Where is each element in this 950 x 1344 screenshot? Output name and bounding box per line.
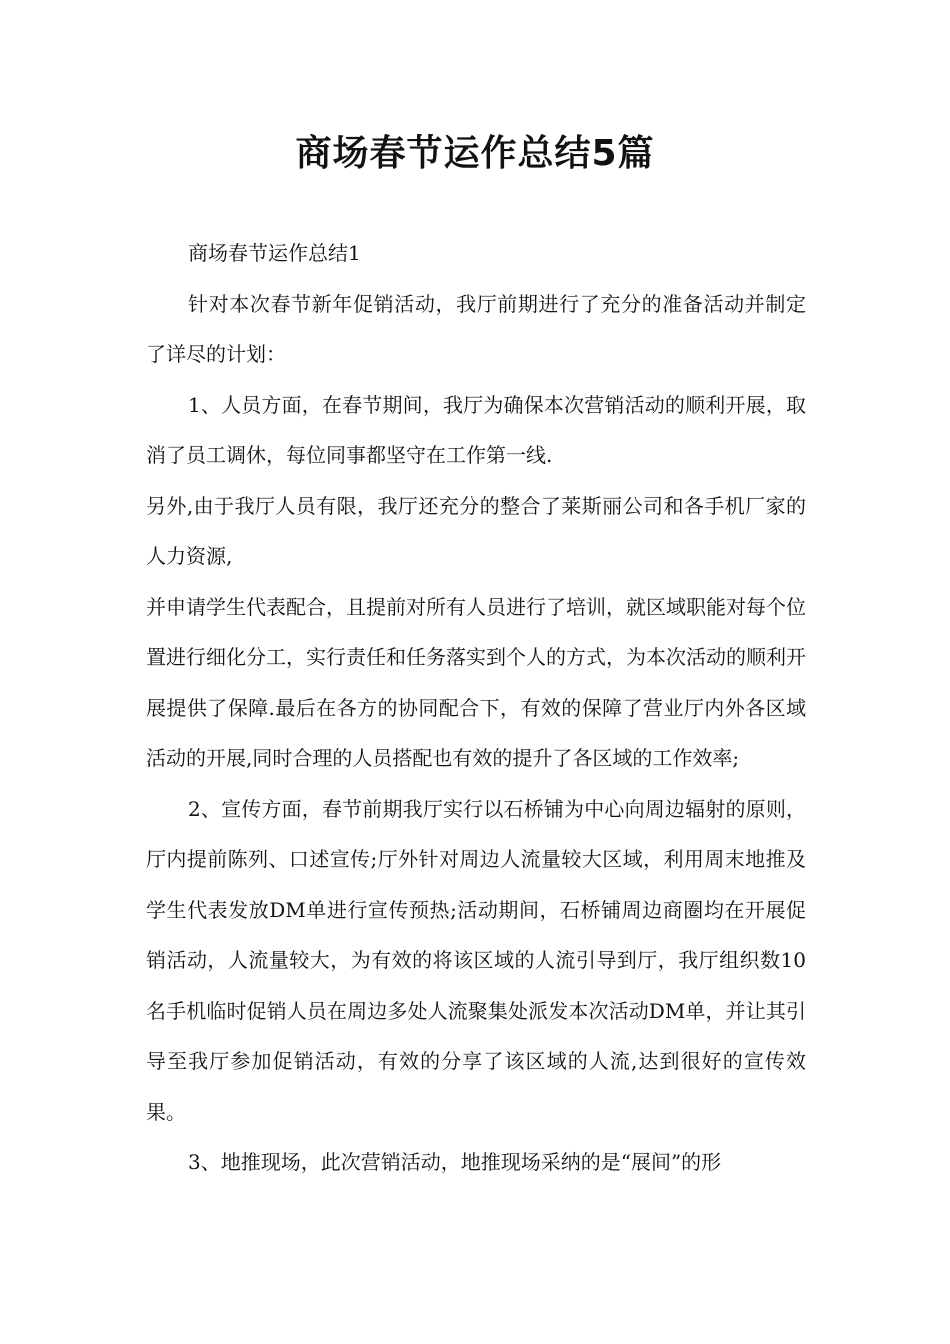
document-title: 商场春节运作总结5篇	[295, 133, 655, 174]
paragraph-ground-promotion: 3、地推现场，此次营销活动，地推现场采纳的是“展间”的形	[188, 1150, 722, 1174]
paragraph-publicity: 2、宣传方面，春节前期我厅实行以石桥铺为中心向周边辐射的原则，厅内提前陈列、口述宣传;厅外针对周边人流量较大区域，利用周末地推及学生代表发放DM单进行宣传预热;活动期间，石桥铺周边商圈均在开展促销活动，人流量较大，为有效的将该区域的人流引导到厅，我厅组织数10名手机临时促销人员在周边多处人流聚集处派发本次活动DM单，并让其引导至我厅参加促销活动，有效的分享了该区域的人流,达到很好的宣传效果。	[146, 796, 806, 1124]
paragraph-staffing-training: 并申请学生代表配合，且提前对所有人员进行了培训，就区域职能对每个位置进行细化分工，实行责任和任务落实到个人的方式，为本次活动的顺利开展提供了保障.最后在各方的协同配合下，有效的保障了营业厅内外各区域活动的开展,同时合理的人员搭配也有效的提升了各区域的工作效率;	[146, 594, 806, 770]
document-body	[146, 228, 806, 1188]
paragraph-staffing-resources: 另外,由于我厅人员有限，我厅还充分的整合了莱斯丽公司和各手机厂家的人力资源,	[146, 493, 806, 568]
paragraph-intro: 针对本次春节新年促销活动，我厅前期进行了充分的准备活动并制定了详尽的计划：	[146, 291, 806, 366]
section-heading: 商场春节运作总结1	[188, 241, 361, 265]
paragraph-staffing: 1、人员方面，在春节期间，我厅为确保本次营销活动的顺利开展，取消了员工调休，每位同事都坚守在工作第一线.	[146, 392, 806, 467]
